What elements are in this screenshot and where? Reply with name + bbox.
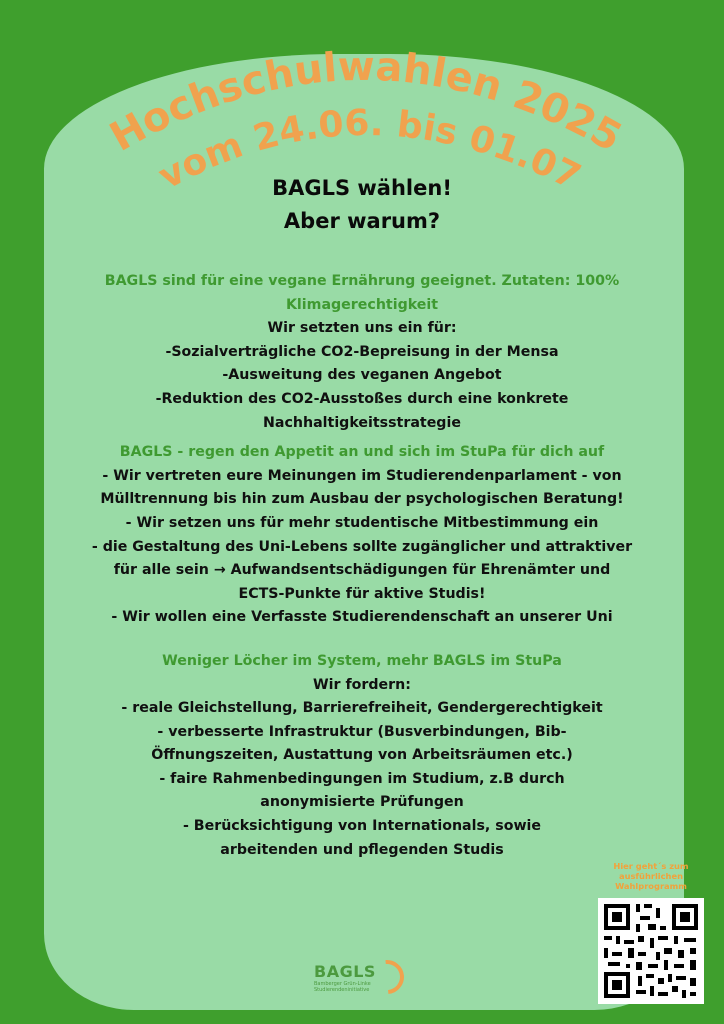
- section-climate-line: -Ausweitung des veganen Angebot: [222, 367, 502, 384]
- section-climate-heading-1: BAGLS sind für eine vegane Ernährung geeignet. Zutaten: 100%: [104, 273, 620, 289]
- section-climate-heading-2: Klimagerechtigkeit: [285, 296, 439, 313]
- logo-name: BAGLS: [314, 962, 376, 981]
- section-system-line: - faire Rahmenbedingungen im Studium, z.B durch: [159, 770, 565, 787]
- section-system-line: - Berücksichtigung von Internationals, sowie: [182, 818, 542, 835]
- headline-line-1: BAGLS wählen!: [272, 176, 452, 200]
- qr-note-line-1: Hier geht´s zum: [613, 861, 689, 871]
- section-system-line: Wir fordern:: [313, 676, 411, 693]
- section-stupa-line: - die Gestaltung des Uni-Lebens sollte zugänglicher und attraktiver: [91, 538, 633, 555]
- section-system-line: - reale Gleichstellung, Barrierefreiheit, Gendergerechtigkeit: [121, 700, 603, 717]
- section-climate-line: Wir setzten uns ein für:: [267, 320, 457, 337]
- section-stupa-line: - Wir setzen uns für mehr studentische Mitbestimmung ein: [125, 514, 599, 531]
- bagls-logo: [306, 958, 410, 998]
- qr-note: [598, 861, 704, 891]
- section-system-line: - verbesserte Infrastruktur (Busverbindungen, Bib-: [157, 723, 567, 740]
- qr-note-line-3: Wahlprogramm: [615, 881, 687, 891]
- qr-code-icon[interactable]: [598, 898, 704, 1004]
- section-climate-line: -Reduktion des CO2-Ausstoßes durch eine konkrete: [155, 390, 569, 407]
- section-stupa-line: Mülltrennung bis hin zum Ausbau der psychologischen Beratung!: [100, 491, 624, 508]
- section-climate-line: Nachhaltigkeitsstrategie: [263, 414, 461, 431]
- logo-subtitle: [314, 981, 394, 993]
- section-climate-line: -Sozialverträgliche CO2-Bepreisung in der Mensa: [165, 343, 559, 360]
- logo-subtitle-line-2: Studierendeninitiative: [314, 987, 370, 993]
- section-system: [52, 650, 672, 862]
- title-line-1-path: Hochschulwahlen 2025: [102, 43, 630, 162]
- section-stupa-line: - Wir wollen eine Verfasste Studierendenschaft an unserer Uni: [111, 609, 613, 626]
- section-stupa-heading: BAGLS - regen den Appetit an und sich im StuPa für dich auf: [119, 444, 605, 461]
- section-stupa: [52, 441, 672, 630]
- section-system-line: arbeitenden und pflegenden Studis: [220, 841, 504, 858]
- content: [52, 172, 672, 862]
- section-system-line: anonymisierte Prüfungen: [260, 794, 464, 811]
- section-stupa-line: ECTS-Punkte für aktive Studis!: [238, 585, 486, 602]
- section-system-heading: Weniger Löcher im System, mehr BAGLS im StuPa: [162, 652, 562, 669]
- section-system-line: Öffnungszeiten, Austattung von Arbeitsräumen etc.): [151, 747, 573, 764]
- section-stupa-line: - Wir vertreten eure Meinungen im Studierendenparlament - von: [102, 467, 622, 484]
- qr-note-line-2: ausführlichen: [618, 871, 683, 881]
- headline-line-2: Aber warum?: [283, 209, 441, 233]
- section-stupa-line: für alle sein → Aufwandsentschädigungen für Ehrenämter und: [113, 562, 611, 579]
- section-climate: [52, 270, 672, 435]
- logo-subtitle-line-1: Bamberger Grün-Linke: [314, 981, 371, 987]
- title-line-2-path: vom 24.06. bis 01.07: [152, 102, 587, 199]
